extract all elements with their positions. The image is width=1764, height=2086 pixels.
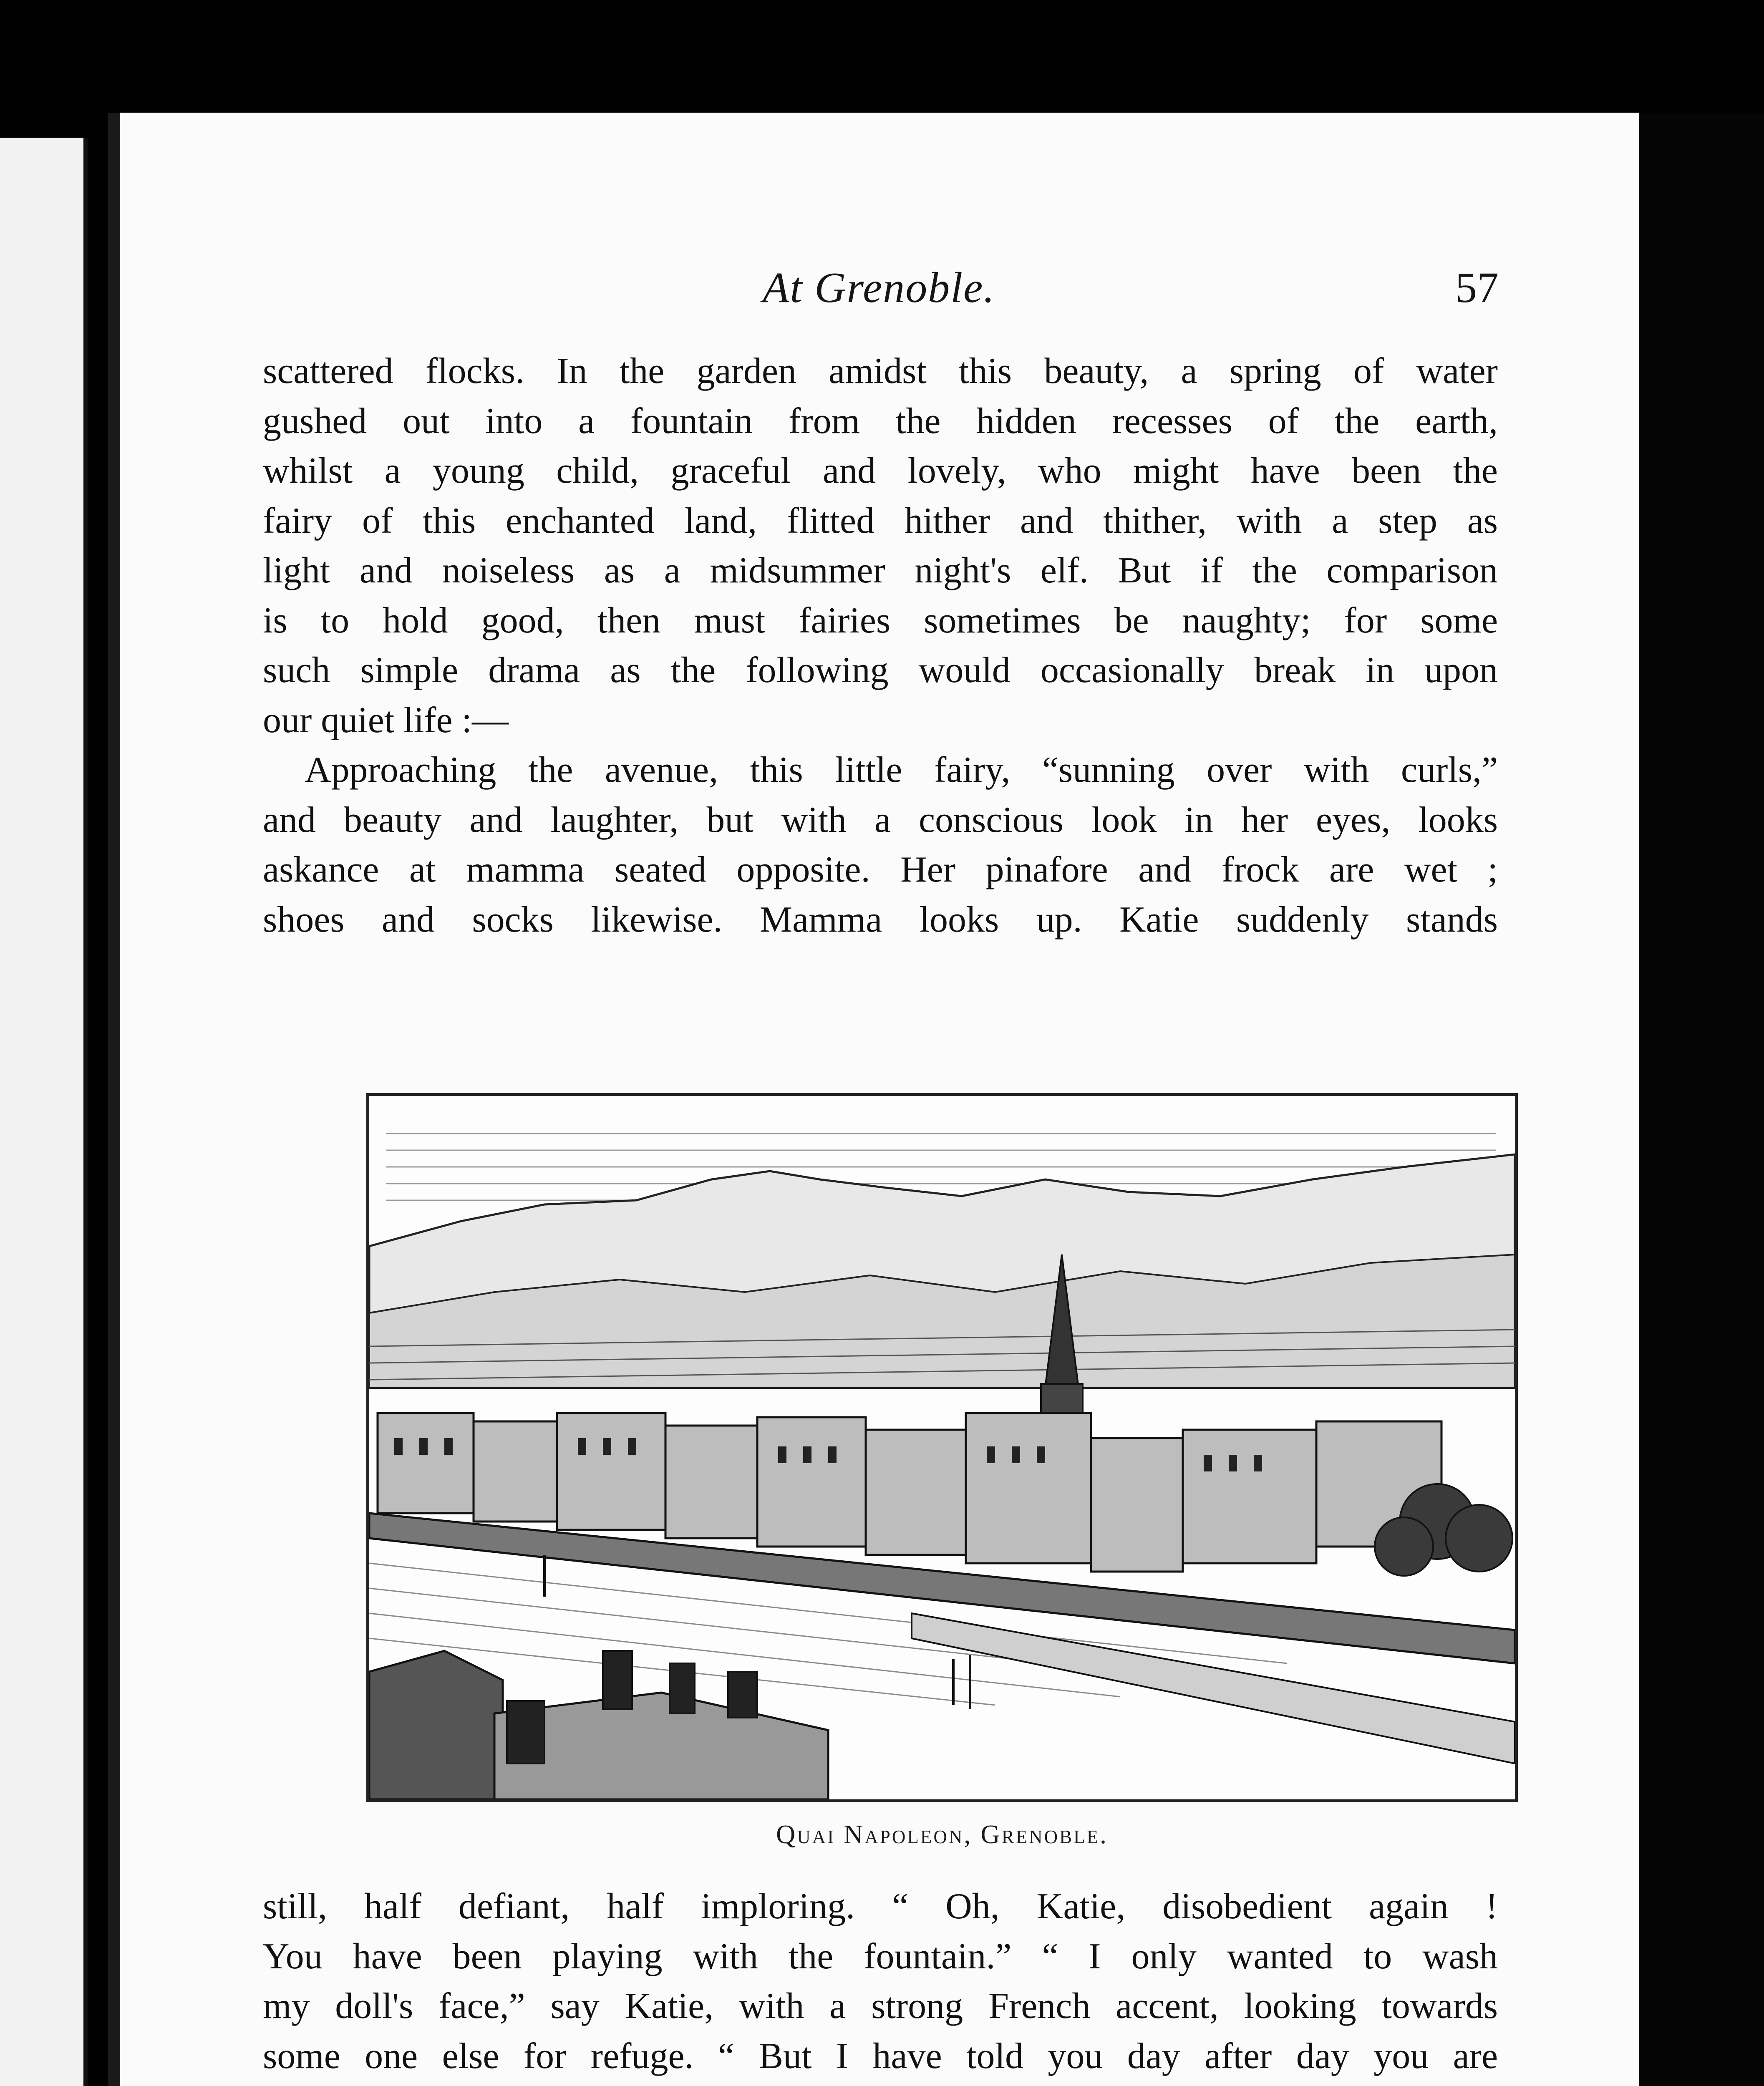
page-number: 57	[1455, 264, 1499, 312]
text-line: You have been playing with the fountain.” “ I only wanted to wash	[263, 1936, 1498, 1977]
text-line: and beauty and laughter, but with a conscious look in her eyes, looks	[263, 799, 1498, 840]
text-line	[263, 2081, 1498, 2086]
text-line: light and noiseless as a midsummer night's elf. But if the comparison	[263, 550, 1498, 591]
text-line: is to hold good, then must fairies sometimes be naughty; for some	[263, 600, 1498, 641]
scan-right-border	[1619, 113, 1764, 2086]
body-text-top	[263, 346, 1498, 945]
engraving-image	[366, 1093, 1518, 1802]
figure-caption: Quai Napoleon, Grenoble.	[776, 1819, 1109, 1849]
text-line: askance at mamma seated opposite. Her pinafore and frock are wet ;	[263, 849, 1498, 890]
illustration-figure	[366, 1093, 1518, 1849]
text-line: still, half defiant, half imploring. “ Oh, Katie, disobedient again !	[263, 1886, 1498, 1927]
body-text-bottom	[263, 1882, 1498, 2086]
text-line: fairy of this enchanted land, flitted hither and thither, with a step as	[263, 500, 1498, 541]
page-header	[120, 263, 1639, 330]
text-line: whilst a young child, graceful and lovely, who might have been the	[263, 451, 1498, 491]
facing-page-edge	[0, 138, 88, 2086]
text-line: our quiet life :—	[263, 700, 509, 741]
text-line: my doll's face,” say Katie, with a strong French accent, looking towards	[263, 1986, 1498, 2026]
text-line: shoes and socks likewise. Mamma looks up. Katie suddenly stands	[263, 899, 1498, 940]
text-line: Approaching the avenue, this little fairy, “sunning over with curls,”	[305, 750, 1498, 790]
text-line: such simple drama as the following would occasionally break in upon	[263, 650, 1498, 690]
text-line: gushed out into a fountain from the hidden recesses of the earth,	[263, 401, 1498, 441]
running-head: At Grenoble.	[763, 264, 995, 312]
book-page	[108, 113, 1639, 2086]
scan-top-border	[0, 0, 1764, 113]
engraving-drawing	[369, 1096, 1515, 1799]
text-line: some one else for refuge. “ But I have told you day after day you are	[263, 2036, 1498, 2076]
text-line: scattered flocks. In the garden amidst this beauty, a spring of water	[263, 351, 1498, 391]
